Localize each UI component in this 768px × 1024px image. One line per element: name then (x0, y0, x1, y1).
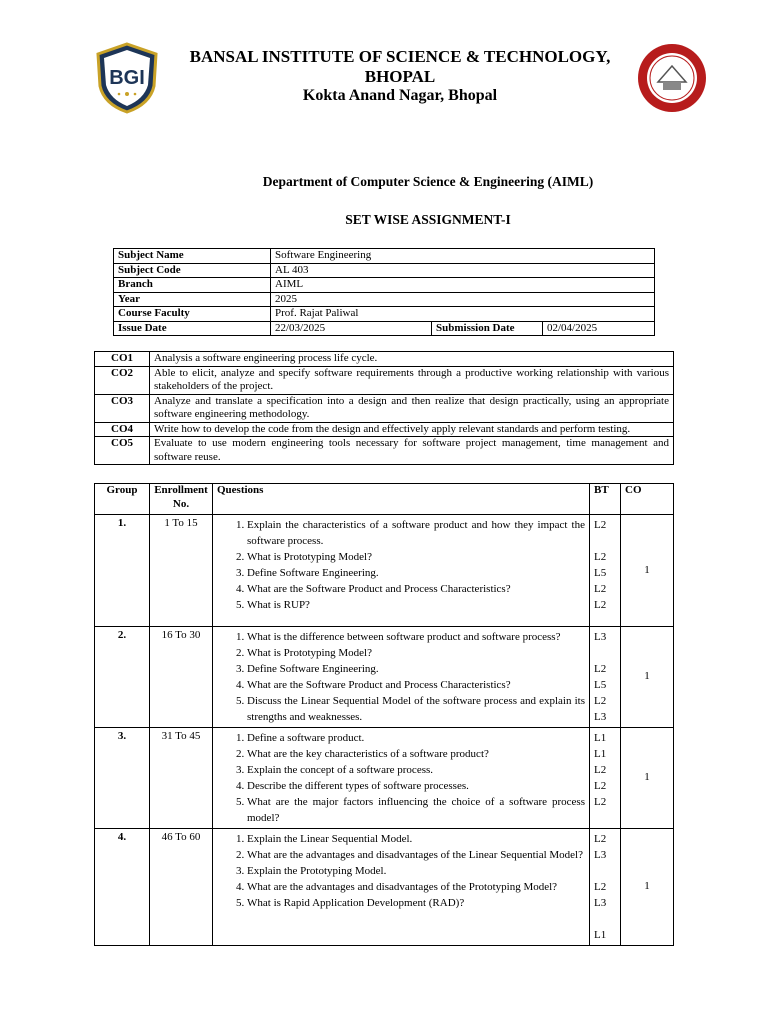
group-header: Group (95, 484, 150, 515)
subject-code-label: Subject Code (114, 263, 271, 278)
question-item: 1. Define a software product. (247, 730, 585, 746)
question-item: 1. Explain the characteristics of a software product and how they impact the software process. (247, 517, 585, 549)
question-item: 2. What are the advantages and disadvantages of the Linear Sequential Model? (247, 847, 585, 863)
table-row (95, 352, 674, 367)
co-value: 1 (621, 515, 674, 627)
bt-level: L2 (594, 695, 607, 707)
bt-level: L1 (594, 748, 607, 760)
table-row (95, 437, 674, 465)
bt-level: L2 (594, 764, 607, 776)
group-number: 1. (95, 515, 150, 627)
bt-level: L1 (594, 929, 607, 941)
bgi-logo (94, 42, 160, 114)
enrollment-range: 1 To 15 (150, 515, 213, 627)
bt-level: L5 (594, 679, 607, 691)
question-item: 5. What is RUP? (247, 597, 585, 613)
bt-cell (590, 627, 621, 728)
question-item: 1. Explain the Linear Sequential Model. (247, 831, 585, 847)
bt-level: L2 (594, 881, 607, 893)
question-item: 3. Explain the concept of a software process. (247, 762, 585, 778)
branch-value: AIML (271, 278, 655, 293)
question-item: 1. What is the difference between software product and software process? (247, 629, 585, 645)
course-outcomes-table (94, 351, 674, 465)
questions-cell (213, 728, 590, 829)
faculty-value: Prof. Rajat Paliwal (271, 307, 655, 322)
co-header: CO (621, 484, 674, 515)
institute-header (170, 46, 630, 106)
enrollment-header: Enrollment No. (150, 484, 213, 515)
table-row (95, 422, 674, 437)
questions-header: Questions (213, 484, 590, 515)
subject-name-label: Subject Name (114, 249, 271, 264)
questions-cell (213, 627, 590, 728)
institute-name: BANSAL INSTITUTE OF SCIENCE & TECHNOLOGY, (189, 47, 611, 66)
logo-text: BGI (109, 67, 145, 89)
questions-cell (213, 829, 590, 946)
question-item: 2. What is Prototyping Model? (247, 549, 585, 565)
bt-level: L2 (594, 780, 607, 792)
co-description: Analysis a software engineering process life cycle. (150, 352, 674, 367)
question-item: 5. Discuss the Linear Sequential Model of the software process and explain its strengths and weaknesses. (247, 693, 585, 725)
question-item: 5. What is Rapid Application Development (RAD)? (247, 895, 585, 911)
table-row (95, 366, 674, 394)
table-row (114, 249, 655, 264)
enrollment-range: 16 To 30 (150, 627, 213, 728)
co-description: Able to elicit, analyze and specify software requirements through a productive working relationship with various stakeholders of the project. (150, 366, 674, 394)
co-description: Write how to develop the code from the design and effectively apply relevant standards and perform testing. (150, 422, 674, 437)
bt-level: L1 (594, 732, 607, 744)
bt-cell (590, 515, 621, 627)
question-item: 2. What are the key characteristics of a software product? (247, 746, 585, 762)
table-row (114, 307, 655, 322)
year-label: Year (114, 292, 271, 307)
questions-table (94, 483, 674, 946)
submission-date-label: Submission Date (432, 321, 543, 336)
year-value: 2025 (271, 292, 655, 307)
bt-level: L2 (594, 551, 607, 563)
co-code: CO2 (95, 366, 150, 394)
co-code: CO5 (95, 437, 150, 465)
bt-level: L2 (594, 833, 607, 845)
subject-code-value: AL 403 (271, 263, 655, 278)
branch-label: Branch (114, 278, 271, 293)
question-item: 5. What are the major factors influencing the choice of a software process model? (247, 794, 585, 826)
co-code: CO3 (95, 394, 150, 422)
question-item: 4. What are the Software Product and Process Characteristics? (247, 677, 585, 693)
table-row (114, 292, 655, 307)
questions-cell (213, 515, 590, 627)
bt-cell (590, 728, 621, 829)
institute-seal (636, 42, 708, 114)
bt-level: L3 (594, 631, 607, 643)
table-row (114, 321, 655, 336)
institute-address: Kokta Anand Nagar, Bhopal (302, 87, 498, 104)
enrollment-range: 46 To 60 (150, 829, 213, 946)
question-item: 3. Define Software Engineering. (247, 565, 585, 581)
subject-name-value: Software Engineering (271, 249, 655, 264)
bt-level: L2 (594, 663, 607, 675)
question-item: 2. What is Prototyping Model? (247, 645, 585, 661)
table-header-row (95, 484, 674, 515)
department-title: Department of Computer Science & Engineering (AIML) (262, 174, 594, 189)
question-item: 4. What are the advantages and disadvantages of the Prototyping Model? (247, 879, 585, 895)
bt-level: L3 (594, 849, 607, 861)
co-code: CO1 (95, 352, 150, 367)
co-value: 1 (621, 829, 674, 946)
co-value: 1 (621, 728, 674, 829)
question-item: 4. What are the Software Product and Process Characteristics? (247, 581, 585, 597)
table-row (95, 728, 674, 829)
bt-level: L2 (594, 583, 607, 595)
question-item: 4. Describe the different types of software processes. (247, 778, 585, 794)
co-code: CO4 (95, 422, 150, 437)
table-row (114, 263, 655, 278)
enrollment-range: 31 To 45 (150, 728, 213, 829)
institute-city: BHOPAL (364, 67, 436, 86)
table-row (95, 394, 674, 422)
bt-level: L2 (594, 519, 607, 531)
group-number: 4. (95, 829, 150, 946)
issue-date-label: Issue Date (114, 321, 271, 336)
co-value: 1 (621, 627, 674, 728)
co-description: Analyze and translate a specification into a design and then realize that design practically, using an appropriate software engineering methodology. (150, 394, 674, 422)
issue-date-value: 22/03/2025 (271, 321, 432, 336)
table-row (95, 829, 674, 946)
group-number: 3. (95, 728, 150, 829)
table-row (95, 515, 674, 627)
bt-cell (590, 829, 621, 946)
bt-level: L3 (594, 897, 607, 909)
bt-level: L3 (594, 711, 607, 723)
bt-header: BT (590, 484, 621, 515)
bt-level: L2 (594, 796, 607, 808)
question-item: 3. Define Software Engineering. (247, 661, 585, 677)
bt-level: L5 (594, 567, 607, 579)
question-item: 3. Explain the Prototyping Model. (247, 863, 585, 879)
table-row (114, 278, 655, 293)
table-row (95, 627, 674, 728)
co-description: Evaluate to use modern engineering tools necessary for software project management, time management and software reuse. (150, 437, 674, 465)
subject-info-table (113, 248, 655, 336)
group-number: 2. (95, 627, 150, 728)
assignment-title: SET WISE ASSIGNMENT-I (345, 212, 511, 227)
bt-level: L2 (594, 599, 607, 611)
faculty-label: Course Faculty (114, 307, 271, 322)
submission-date-value: 02/04/2025 (543, 321, 655, 336)
